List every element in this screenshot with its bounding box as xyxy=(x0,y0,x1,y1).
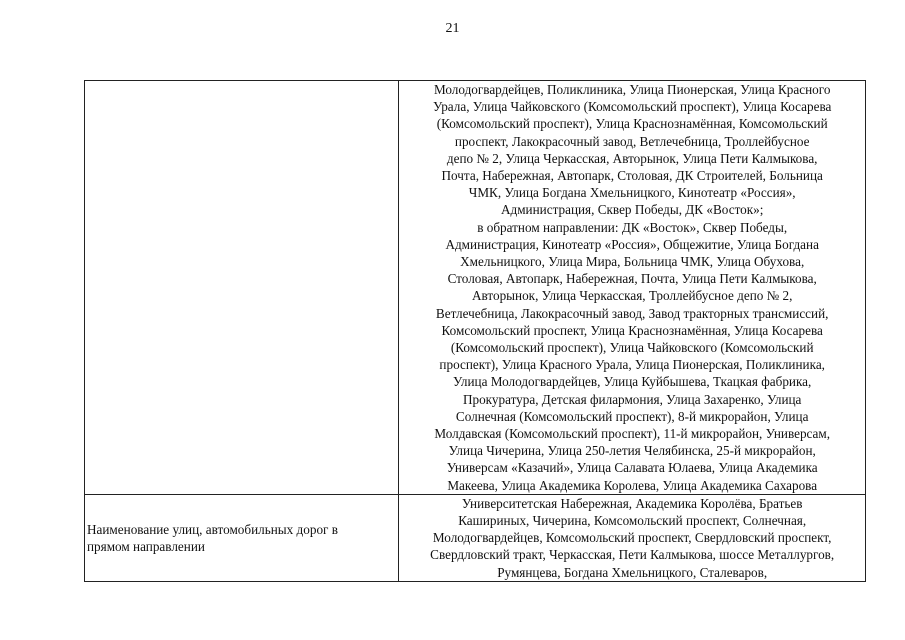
row-label-line: Наименование улиц, автомобильных дорог в xyxy=(87,521,338,537)
text-line: (Комсомольский проспект), Улица Чайковского (Комсомольский xyxy=(450,340,814,356)
text-line: Хмельницкого, Улица Мира, Больница ЧМК, Улица Обухова, xyxy=(460,254,805,270)
text-line: проспект), Улица Красного Урала, Улица Пионерская, Поликлиника, xyxy=(439,357,825,373)
table-row xyxy=(85,81,866,495)
text-line: Улица Чичерина, Улица 250-летия Челябинска, 25-й микрорайон, xyxy=(448,443,816,459)
text-line: Улица Молодогвардейцев, Улица Куйбышева, Ткацкая фабрика, xyxy=(453,374,812,390)
text-line: ЧМК, Улица Богдана Хмельницкого, Кинотеатр «Россия», xyxy=(468,185,796,201)
text-line: Молодогвардейцев, Комсомольский проспект, Свердловский проспект, xyxy=(432,530,832,546)
text-line: Свердловский тракт, Черкасская, Пети Калмыкова, шоссе Металлургов, xyxy=(430,547,835,563)
route-table xyxy=(84,80,866,582)
text-line: Молодогвардейцев, Поликлиника, Улица Пионерская, Улица Красного xyxy=(433,82,831,97)
text-line: Прокуратура, Детская филармония, Улица Захаренко, Улица xyxy=(462,391,802,407)
text-line: Макеева, Улица Академика Королева, Улица Академика Сахарова xyxy=(447,477,818,493)
text-line: Молдавская (Комсомольский проспект), 11-й микрорайон, Универсам, xyxy=(434,426,831,442)
row-label-cell-empty xyxy=(85,81,399,495)
text-line: Ветлечебница, Лакокрасочный завод, Завод тракторных трансмиссий, xyxy=(435,305,829,321)
text-line: в обратном направлении: ДК «Восток», Сквер Победы, xyxy=(477,219,788,235)
text-line: Комсомольский проспект, Улица Краснознамённая, Улица Косарева xyxy=(441,322,823,338)
text-line: депо № 2, Улица Черкасская, Авторынок, Улица Пети Калмыкова, xyxy=(446,150,818,166)
text-line: проспект, Лакокрасочный завод, Ветлечебница, Троллейбусное xyxy=(454,133,810,149)
text-line: Администрация, Кинотеатр «Россия», Общежитие, Улица Богдана xyxy=(445,236,819,252)
stops-list-cell xyxy=(399,81,866,495)
text-line: Солнечная (Комсомольский проспект), 8-й микрорайон, Улица xyxy=(455,408,809,424)
table-row xyxy=(85,494,866,581)
text-line: Университетская Набережная, Академика Королёва, Братьев xyxy=(461,495,803,511)
text-line: Столовая, Автопарк, Набережная, Почта, Улица Пети Калмыкова, xyxy=(447,271,817,287)
row-label-line: прямом направлении xyxy=(87,538,205,554)
text-line: Урала, Улица Чайковского (Комсомольский проспект), Улица Косарева xyxy=(433,99,832,115)
text-line: Универсам «Казачий», Улица Салавата Юлаева, Улица Академика xyxy=(446,460,818,476)
text-line: (Комсомольский проспект), Улица Краснознамённая, Комсомольский xyxy=(436,116,828,132)
text-line: Авторынок, Улица Черкасская, Троллейбусное депо № 2, xyxy=(471,288,793,304)
text-line: Кашириных, Чичерина, Комсомольский проспект, Солнечная, xyxy=(458,513,807,529)
text-line: Почта, Набережная, Автопарк, Столовая, ДК Строителей, Больница xyxy=(441,168,823,184)
text-line: Администрация, Сквер Победы, ДК «Восток»; xyxy=(500,202,764,218)
text-line: Румянцева, Богдана Хмельницкого, Сталеваров, xyxy=(497,564,768,580)
streets-list-cell xyxy=(399,494,866,581)
row-label-cell xyxy=(85,494,399,581)
page-number: 21 xyxy=(445,21,460,36)
